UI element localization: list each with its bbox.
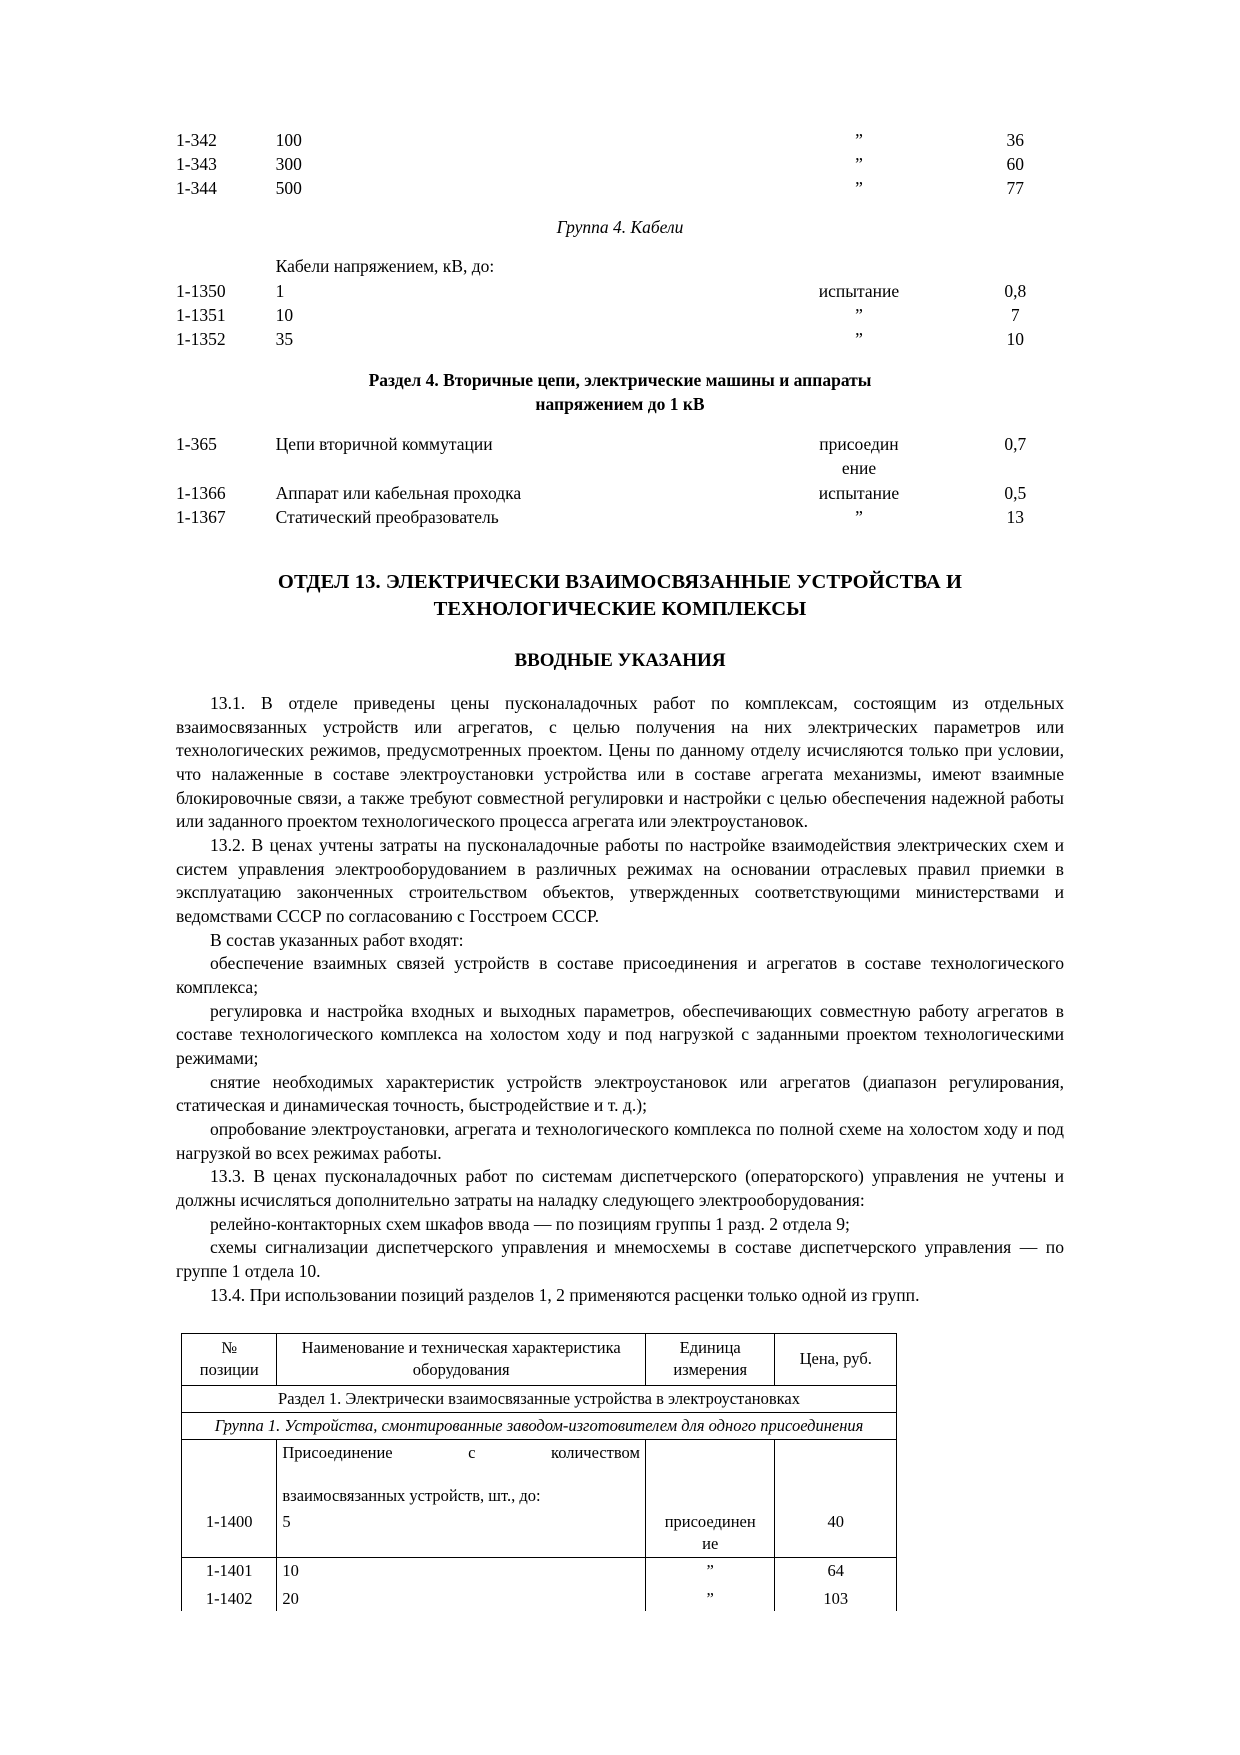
unit-of-measure: ”: [855, 130, 863, 150]
section-heading-4-line2: напряжением до 1 кВ: [535, 393, 705, 414]
price-list-group4: [176, 254, 1064, 351]
price-value: 13: [1006, 506, 1025, 527]
unit-of-measure: ”: [855, 506, 863, 527]
table-section-title: Раздел 1. Электрически взаимосвязанные устройства в электроустановках: [182, 1385, 897, 1412]
section-heading-4-line1: Раздел 4. Вторичные цепи, электрические машины и аппараты: [368, 369, 872, 390]
section-title-row: [182, 1385, 897, 1412]
table-row: [176, 432, 1064, 480]
price-value: 10: [1006, 328, 1025, 349]
table-row: [176, 481, 1064, 505]
position-number: 1-344: [176, 178, 217, 199]
table-row: [182, 1586, 897, 1612]
unit-of-measure: ”: [645, 1557, 775, 1586]
column-header-position: [182, 1334, 277, 1386]
position-number: 1-1351: [176, 304, 226, 325]
unit-line1: присоедин: [819, 434, 899, 455]
column-header-price: Цена, руб.: [775, 1334, 897, 1386]
group-heading-kabeli: Группа 4. Кабели: [556, 217, 684, 238]
subheading-row: [182, 1439, 897, 1509]
empty-cell: [176, 254, 276, 278]
position-number: 1-1402: [182, 1586, 277, 1612]
unit-of-measure: ”: [855, 304, 863, 325]
price-value: 40: [775, 1509, 897, 1557]
unit-of-measure: ”: [855, 178, 863, 199]
item-name: 10: [277, 1557, 646, 1586]
page-title-line2: ТЕХНОЛОГИЧЕСКИЕ КОМПЛЕКСЫ: [433, 598, 807, 621]
paragraph-13-3-item-1: релейно-контакторных схем шкафов ввода — по позициям группы 1 разд. 2 отдела 9;: [210, 1213, 850, 1234]
unit-line1: присоединен: [664, 1512, 756, 1532]
price-table: [181, 1333, 897, 1611]
price-value: 0,8: [1004, 280, 1027, 301]
paragraph-13-3-item-2: схемы сигнализации диспетчерского управления и мнемосхемы в составе диспетчерского управления — по группе 1 отдела 10.: [176, 1237, 1064, 1281]
paragraph-scope-item-1: обеспечение взаимных связей устройств в составе присоединения и агрегатов в составе технологического комплекса;: [176, 953, 1064, 998]
position-number: 1-1350: [176, 280, 226, 301]
page-title-line1: ОТДЕЛ 13. ЭЛЕКТРИЧЕСКИ ВЗАИМОСВЯЗАННЫЕ УСТРОЙСТВА И: [277, 570, 963, 593]
column-header-position-line1: №: [221, 1338, 238, 1358]
position-number: 1-1366: [176, 482, 226, 503]
table-subheading: [277, 1439, 646, 1509]
section-heading-4: [176, 369, 1064, 416]
paragraph-scope-intro: В состав указанных работ входят:: [210, 929, 464, 950]
unit-line2: ение: [841, 458, 877, 479]
empty-cell: [751, 254, 966, 278]
item-name: 10: [275, 304, 294, 325]
unit-line2: ие: [702, 1533, 719, 1553]
paragraph-13-4: 13.4. При использовании позиций разделов 1, 2 применяются расценки только одной из групп.: [210, 1284, 920, 1305]
position-number: 1-365: [176, 434, 217, 455]
table-row: [176, 505, 1064, 529]
group4-subheading: Кабели напряжением, кВ, до:: [275, 256, 495, 277]
paragraph-13-3: 13.3. В ценах пусконаладочных работ по системам диспетчерского (операторского) управления не учтены и должны исчисляться дополнительно затраты на наладку следующего электрооборудования:: [176, 1166, 1064, 1210]
subtitle-introductory-notes: ВВОДНЫЕ УКАЗАНИЯ: [514, 650, 726, 672]
unit-of-measure: [751, 432, 966, 480]
table-row: [176, 152, 1064, 176]
price-value: 0,7: [1004, 434, 1027, 455]
table-row: [176, 128, 1064, 152]
price-value: 36: [1006, 130, 1025, 150]
table-subheading-line2: взаимосвязанных устройств, шт., до:: [282, 1486, 541, 1506]
empty-cell: [182, 1439, 277, 1509]
table-row: [182, 1509, 897, 1557]
table-row: [176, 303, 1064, 327]
column-header-unit-line1: Единица: [679, 1338, 741, 1358]
item-name: Цепи вторичной коммутации: [275, 434, 493, 455]
position-number: 1-1400: [182, 1509, 277, 1557]
unit-of-measure: испытание: [818, 280, 900, 301]
column-header-name-line2: оборудования: [412, 1359, 510, 1379]
column-header-position-line2: позиции: [199, 1359, 259, 1379]
paragraph-13-2: 13.2. В ценах учтены затраты на пусконаладочные работы по настройке взаимодействия электрических схем и систем управления электрооборудованием в различных режимах на основании отраслевых правил приемки в эксплуатацию законченных строительством объектов, утвержденных соответствующими министерствами и ведомствами СССР по согласованию с Госстроем СССР.: [176, 835, 1064, 927]
price-value: 7: [1010, 304, 1020, 325]
unit-of-measure: ”: [645, 1586, 775, 1612]
item-name: Аппарат или кабельная проходка: [275, 482, 522, 503]
column-header-unit: [645, 1334, 775, 1386]
item-name: 500: [275, 178, 302, 199]
table-row: [176, 327, 1064, 351]
price-list-group3: [176, 128, 1064, 200]
paragraph-scope-item-2: регулировка и настройка входных и выходных параметров, обеспечивающих совместную работу агрегатов в составе технологического комплекса на холостом ходу и под нагрузкой с заданными проектом технологическими режимами;: [176, 1000, 1064, 1068]
empty-cell: [967, 254, 1064, 278]
unit-of-measure: ”: [855, 328, 863, 349]
item-name: 300: [275, 154, 302, 175]
table-group-title: Группа 1. Устройства, смонтированные заводом-изготовителем для одного присоединения: [182, 1412, 897, 1439]
column-header-name-line1: Наименование и техническая характеристика: [301, 1338, 621, 1358]
price-value: 60: [1006, 154, 1025, 175]
page-content: [176, 128, 1064, 1611]
group-title-row: [182, 1412, 897, 1439]
item-name: 5: [277, 1509, 646, 1557]
paragraph-scope-item-4: опробование электроустановки, агрегата и технологического комплекса по полной схеме на холостом ходу и под нагрузкой во всех режимах работы.: [176, 1118, 1064, 1163]
unit-of-measure: [645, 1509, 775, 1557]
empty-cell: [775, 1439, 897, 1509]
item-name: 20: [277, 1586, 646, 1612]
item-name: Статический преобразователь: [275, 506, 499, 527]
paragraph-13-1: 13.1. В отделе приведены цены пусконаладочных работ по комплексам, состоящим из отдельных взаимосвязанных устройств или агрегатов, с целью получения на них электрических параметров или технологических режимов, предусмотренных проектом. Цены по данному отделу исчисляются только при условии, что налаженные в составе электроустановки устройства или в составе агрегата механизмы, имеют взаимные блокировочные связи, а также требуют совместной регулировки и настройки с целью обеспечения надежной работы или заданного проектом технологического процесса агрегата или электроустановок.: [176, 693, 1064, 832]
paragraph-scope-item-3: снятие необходимых характеристик устройств электроустановок или агрегатов (диапазон регулирования, статическая и динамическая точность, быстродействие и т. д.);: [176, 1071, 1064, 1116]
price-value: 64: [775, 1557, 897, 1586]
table-row: [176, 176, 1064, 200]
unit-of-measure: ”: [855, 154, 863, 175]
item-name: 100: [275, 130, 302, 150]
table-row: [176, 279, 1064, 303]
item-name: 1: [275, 280, 285, 301]
position-number: 1-342: [176, 130, 217, 150]
subheading-row: [176, 254, 1064, 278]
page-title: [176, 569, 1064, 624]
price-value: 77: [1006, 178, 1025, 199]
position-number: 1-1352: [176, 328, 226, 349]
column-header-unit-line2: измерения: [673, 1359, 748, 1379]
position-number: 1-343: [176, 154, 217, 175]
table-row: [182, 1557, 897, 1586]
column-header-name: [277, 1334, 646, 1386]
empty-cell: [645, 1439, 775, 1509]
table-subheading-line1: Присоединение с количеством: [282, 1442, 640, 1462]
price-value: 0,5: [1004, 482, 1027, 503]
table-header-row: [182, 1334, 897, 1386]
price-value: 103: [775, 1586, 897, 1612]
item-name: 35: [275, 328, 294, 349]
position-number: 1-1367: [176, 506, 226, 527]
unit-of-measure: испытание: [818, 482, 900, 503]
price-list-section4: [176, 432, 1064, 529]
position-number: 1-1401: [182, 1557, 277, 1586]
